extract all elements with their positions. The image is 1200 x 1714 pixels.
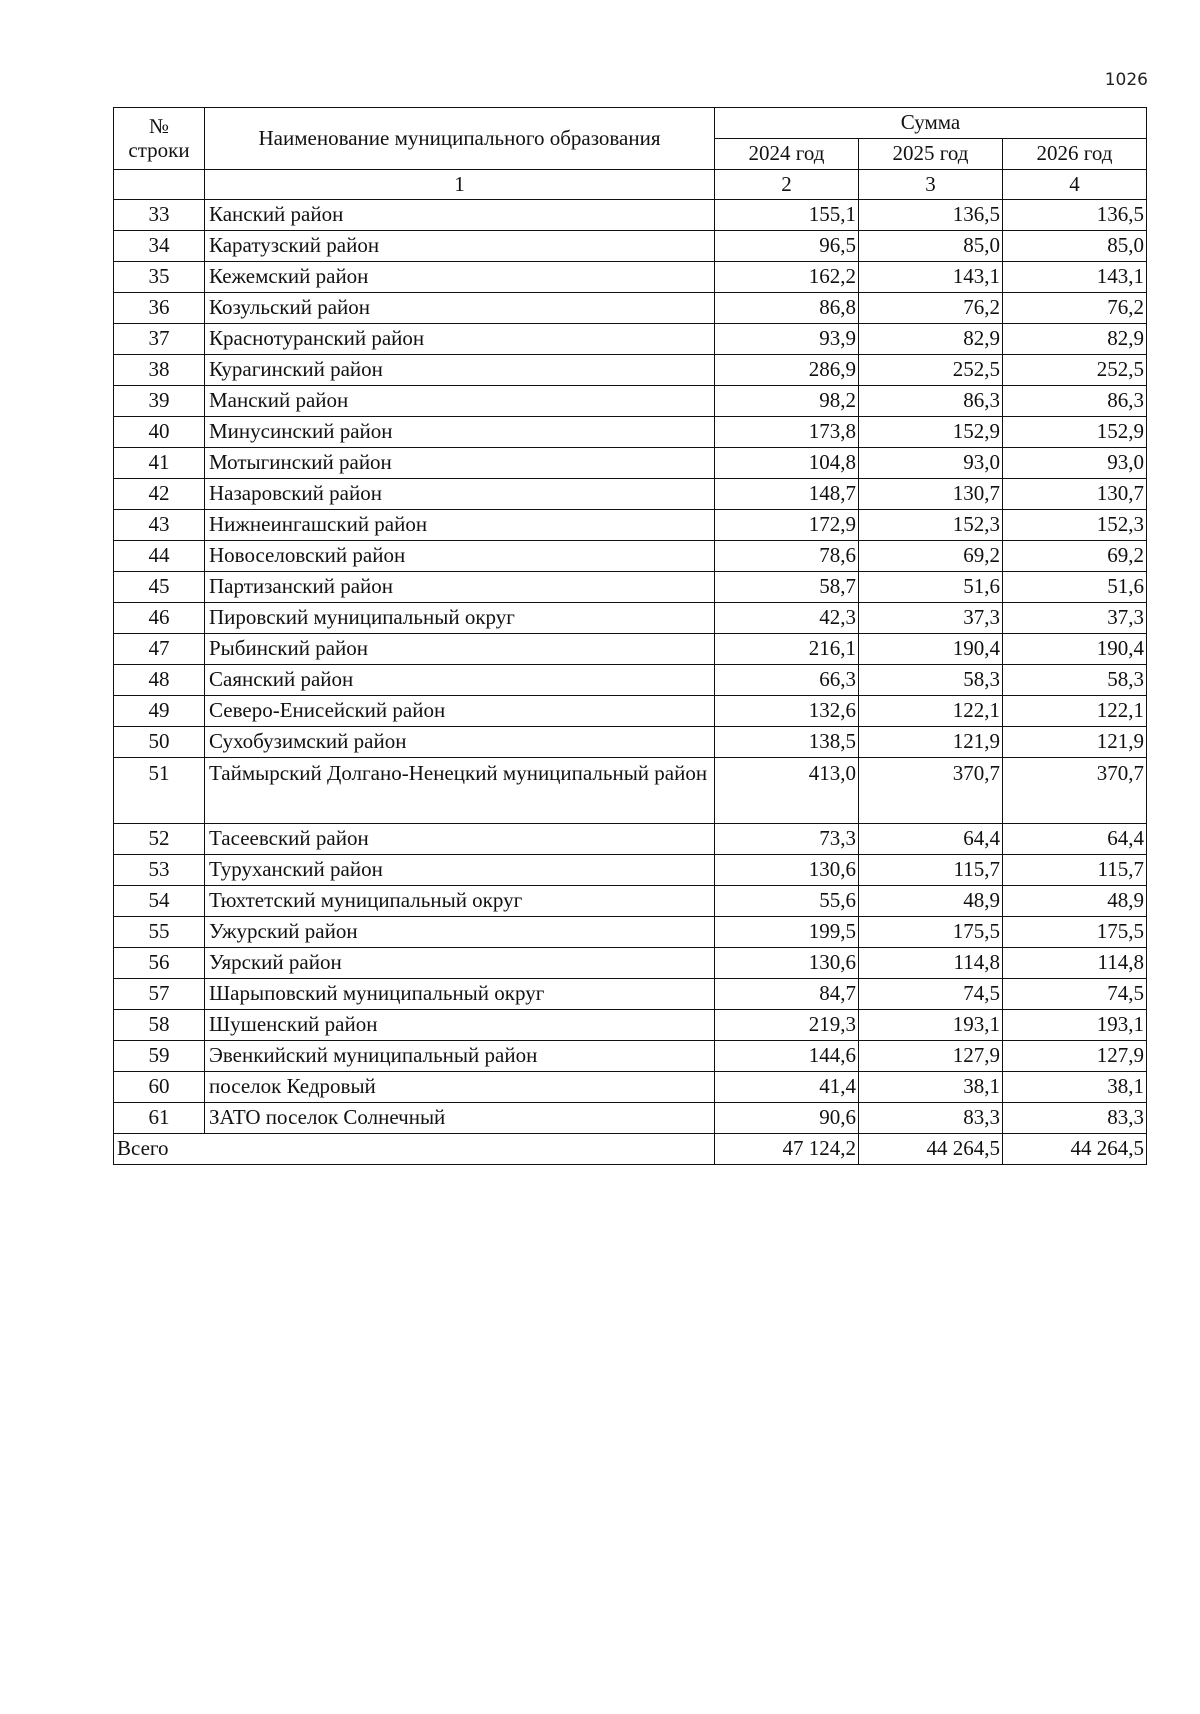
municipality-name: Козульский район (205, 293, 715, 324)
value-2025: 86,3 (859, 386, 1003, 417)
table-row (114, 572, 1147, 603)
value-2024: 86,8 (715, 293, 859, 324)
value-2026: 121,9 (1003, 727, 1147, 758)
total-2026: 44 264,5 (1003, 1134, 1147, 1165)
value-2024: 130,6 (715, 948, 859, 979)
value-2026: 76,2 (1003, 293, 1147, 324)
municipality-name: Партизанский район (205, 572, 715, 603)
row-number: 33 (114, 200, 205, 231)
row-number: 40 (114, 417, 205, 448)
table-row (114, 665, 1147, 696)
value-2026: 74,5 (1003, 979, 1147, 1010)
row-number: 36 (114, 293, 205, 324)
municipality-name: Шарыповский муниципальный округ (205, 979, 715, 1010)
table-body (114, 170, 1147, 1134)
value-2026: 69,2 (1003, 541, 1147, 572)
value-2025: 76,2 (859, 293, 1003, 324)
header-name: Наименование муниципального образования (205, 108, 715, 170)
row-number: 39 (114, 386, 205, 417)
total-2024: 47 124,2 (715, 1134, 859, 1165)
value-2026: 85,0 (1003, 231, 1147, 262)
row-number: 53 (114, 855, 205, 886)
municipality-name: Курагинский район (205, 355, 715, 386)
value-2026: 122,1 (1003, 696, 1147, 727)
row-number: 38 (114, 355, 205, 386)
municipality-name: Рыбинский район (205, 634, 715, 665)
value-2024: 73,3 (715, 824, 859, 855)
value-2026: 58,3 (1003, 665, 1147, 696)
row-number: 41 (114, 448, 205, 479)
row-number: 37 (114, 324, 205, 355)
row-number: 45 (114, 572, 205, 603)
municipality-name: Уярский район (205, 948, 715, 979)
value-2025: 143,1 (859, 262, 1003, 293)
municipality-name: Каратузский район (205, 231, 715, 262)
row-number: 56 (114, 948, 205, 979)
value-2025: 152,9 (859, 417, 1003, 448)
municipality-name: Сухобузимский район (205, 727, 715, 758)
municipality-name: Назаровский район (205, 479, 715, 510)
value-2024: 90,6 (715, 1103, 859, 1134)
value-2024: 104,8 (715, 448, 859, 479)
row-number: 57 (114, 979, 205, 1010)
table-row (114, 386, 1147, 417)
table-row (114, 200, 1147, 231)
header-row-number-word: строки (128, 137, 190, 162)
column-index-1: 1 (205, 170, 715, 200)
value-2026: 83,3 (1003, 1103, 1147, 1134)
value-2026: 143,1 (1003, 262, 1147, 293)
page-number: 1026 (1104, 70, 1148, 90)
table-row (114, 758, 1147, 824)
value-2026: 82,9 (1003, 324, 1147, 355)
value-2024: 138,5 (715, 727, 859, 758)
table-row (114, 979, 1147, 1010)
value-2025: 190,4 (859, 634, 1003, 665)
value-2024: 173,8 (715, 417, 859, 448)
row-number: 42 (114, 479, 205, 510)
value-2026: 114,8 (1003, 948, 1147, 979)
value-2026: 37,3 (1003, 603, 1147, 634)
header-year-2024: 2024 год (715, 139, 859, 170)
value-2024: 66,3 (715, 665, 859, 696)
table-row (114, 541, 1147, 572)
table-row (114, 293, 1147, 324)
value-2026: 136,5 (1003, 200, 1147, 231)
municipality-name: Краснотуранский район (205, 324, 715, 355)
municipality-name: Новоселовский район (205, 541, 715, 572)
value-2024: 93,9 (715, 324, 859, 355)
value-2025: 122,1 (859, 696, 1003, 727)
value-2026: 51,6 (1003, 572, 1147, 603)
row-number: 43 (114, 510, 205, 541)
value-2025: 85,0 (859, 231, 1003, 262)
value-2024: 55,6 (715, 886, 859, 917)
table-row (114, 510, 1147, 541)
table-row (114, 696, 1147, 727)
municipality-name: Таймырский Долгано-Ненецкий муниципальный район (205, 758, 715, 824)
row-number: 50 (114, 727, 205, 758)
value-2024: 58,7 (715, 572, 859, 603)
municipality-name: Нижнеингашский район (205, 510, 715, 541)
row-number: 34 (114, 231, 205, 262)
value-2025: 115,7 (859, 855, 1003, 886)
row-number: 60 (114, 1072, 205, 1103)
municipality-name: Шушенский район (205, 1010, 715, 1041)
value-2024: 155,1 (715, 200, 859, 231)
value-2026: 190,4 (1003, 634, 1147, 665)
table-row (114, 948, 1147, 979)
value-2025: 48,9 (859, 886, 1003, 917)
value-2026: 370,7 (1003, 758, 1147, 824)
value-2024: 219,3 (715, 1010, 859, 1041)
municipality-name: Северо-Енисейский район (205, 696, 715, 727)
row-number: 47 (114, 634, 205, 665)
value-2024: 96,5 (715, 231, 859, 262)
table-row (114, 355, 1147, 386)
column-index-4: 4 (1003, 170, 1147, 200)
header-year-2025: 2025 год (859, 139, 1003, 170)
header-row-1 (114, 108, 1147, 139)
table-row (114, 231, 1147, 262)
value-2025: 175,5 (859, 917, 1003, 948)
row-number: 49 (114, 696, 205, 727)
column-index-3: 3 (859, 170, 1003, 200)
value-2025: 37,3 (859, 603, 1003, 634)
value-2026: 48,9 (1003, 886, 1147, 917)
table-header (114, 108, 1147, 170)
value-2024: 172,9 (715, 510, 859, 541)
column-index-2: 2 (715, 170, 859, 200)
value-2024: 199,5 (715, 917, 859, 948)
row-number: 48 (114, 665, 205, 696)
header-row-number-symbol: № (148, 114, 170, 139)
budget-table (113, 107, 1147, 1165)
value-2024: 144,6 (715, 1041, 859, 1072)
municipality-name: Тасеевский район (205, 824, 715, 855)
value-2026: 193,1 (1003, 1010, 1147, 1041)
value-2026: 86,3 (1003, 386, 1147, 417)
row-number: 51 (114, 758, 205, 824)
value-2024: 98,2 (715, 386, 859, 417)
value-2025: 252,5 (859, 355, 1003, 386)
table-row (114, 1041, 1147, 1072)
table-row (114, 634, 1147, 665)
value-2024: 130,6 (715, 855, 859, 886)
row-number: 54 (114, 886, 205, 917)
value-2025: 130,7 (859, 479, 1003, 510)
value-2025: 370,7 (859, 758, 1003, 824)
value-2024: 216,1 (715, 634, 859, 665)
value-2026: 115,7 (1003, 855, 1147, 886)
value-2025: 58,3 (859, 665, 1003, 696)
table-row (114, 917, 1147, 948)
municipality-name: Ужурский район (205, 917, 715, 948)
municipality-name: Саянский район (205, 665, 715, 696)
value-2025: 38,1 (859, 1072, 1003, 1103)
value-2025: 136,5 (859, 200, 1003, 231)
value-2026: 252,5 (1003, 355, 1147, 386)
table-row (114, 262, 1147, 293)
table-row (114, 448, 1147, 479)
table-row (114, 1072, 1147, 1103)
table-row (114, 727, 1147, 758)
table-row (114, 603, 1147, 634)
value-2025: 121,9 (859, 727, 1003, 758)
value-2026: 152,3 (1003, 510, 1147, 541)
table-row (114, 824, 1147, 855)
value-2026: 130,7 (1003, 479, 1147, 510)
table-row (114, 1103, 1147, 1134)
municipality-name: Канский район (205, 200, 715, 231)
municipality-name: Пировский муниципальный округ (205, 603, 715, 634)
row-number: 35 (114, 262, 205, 293)
municipality-name: Мотыгинский район (205, 448, 715, 479)
row-number: 52 (114, 824, 205, 855)
value-2024: 132,6 (715, 696, 859, 727)
value-2026: 175,5 (1003, 917, 1147, 948)
row-number: 46 (114, 603, 205, 634)
table-row (114, 1010, 1147, 1041)
row-number: 58 (114, 1010, 205, 1041)
header-year-2026: 2026 год (1003, 139, 1147, 170)
value-2024: 413,0 (715, 758, 859, 824)
table-row (114, 855, 1147, 886)
value-2026: 127,9 (1003, 1041, 1147, 1072)
table-footer (114, 1134, 1147, 1165)
value-2026: 38,1 (1003, 1072, 1147, 1103)
value-2024: 286,9 (715, 355, 859, 386)
value-2024: 148,7 (715, 479, 859, 510)
row-number: 55 (114, 917, 205, 948)
municipality-name: Туруханский район (205, 855, 715, 886)
table-row (114, 886, 1147, 917)
value-2025: 64,4 (859, 824, 1003, 855)
municipality-name: Манский район (205, 386, 715, 417)
value-2025: 51,6 (859, 572, 1003, 603)
municipality-name: поселок Кедровый (205, 1072, 715, 1103)
value-2025: 82,9 (859, 324, 1003, 355)
column-index-row (114, 170, 1147, 200)
total-2025: 44 264,5 (859, 1134, 1003, 1165)
value-2025: 69,2 (859, 541, 1003, 572)
municipality-name: Минусинский район (205, 417, 715, 448)
value-2024: 78,6 (715, 541, 859, 572)
value-2026: 64,4 (1003, 824, 1147, 855)
total-row (114, 1134, 1147, 1165)
value-2026: 152,9 (1003, 417, 1147, 448)
value-2025: 152,3 (859, 510, 1003, 541)
municipality-name: Тюхтетский муниципальный округ (205, 886, 715, 917)
header-row-number (114, 108, 205, 170)
total-label: Всего (114, 1134, 715, 1165)
value-2025: 83,3 (859, 1103, 1003, 1134)
table-row (114, 479, 1147, 510)
table-row (114, 417, 1147, 448)
row-number: 59 (114, 1041, 205, 1072)
value-2025: 74,5 (859, 979, 1003, 1010)
value-2024: 162,2 (715, 262, 859, 293)
table-row (114, 324, 1147, 355)
value-2024: 41,4 (715, 1072, 859, 1103)
row-number: 44 (114, 541, 205, 572)
value-2025: 93,0 (859, 448, 1003, 479)
municipality-name: Эвенкийский муниципальный район (205, 1041, 715, 1072)
column-index-blank (114, 170, 205, 200)
municipality-name: Кежемский район (205, 262, 715, 293)
value-2025: 127,9 (859, 1041, 1003, 1072)
value-2025: 114,8 (859, 948, 1003, 979)
municipality-name: ЗАТО поселок Солнечный (205, 1103, 715, 1134)
value-2026: 93,0 (1003, 448, 1147, 479)
header-sum: Сумма (715, 108, 1147, 139)
value-2025: 193,1 (859, 1010, 1003, 1041)
value-2024: 42,3 (715, 603, 859, 634)
row-number: 61 (114, 1103, 205, 1134)
value-2024: 84,7 (715, 979, 859, 1010)
